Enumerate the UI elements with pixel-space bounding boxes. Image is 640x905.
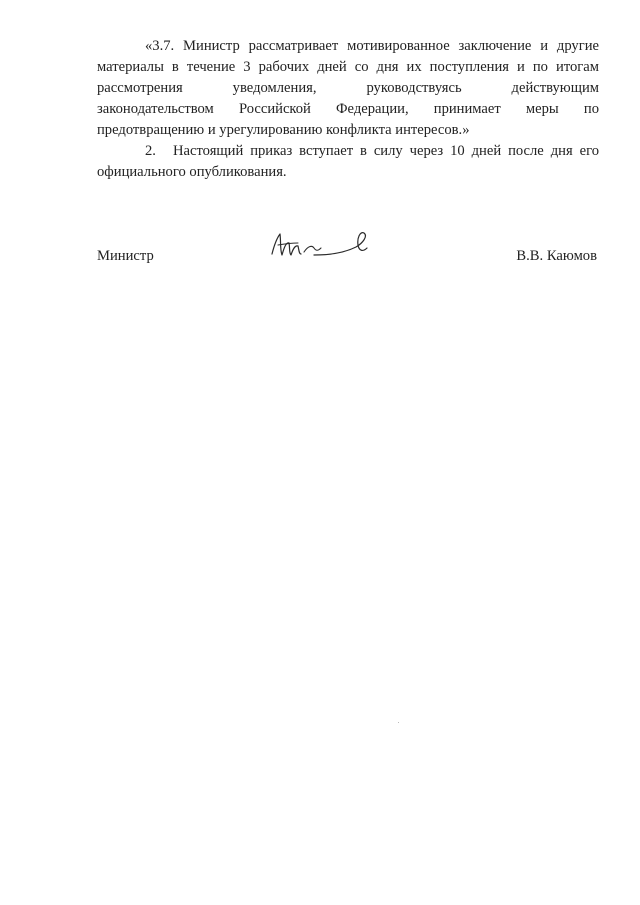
item-2 bbox=[97, 141, 599, 162]
paragraph-3-7-line-3: рассмотрения уведомления, руководствуясь действующим bbox=[97, 80, 599, 96]
signatory-title: Министр bbox=[97, 248, 154, 264]
item-2-line-1: Настоящий приказ вступает в силу через 10 дней после дня его bbox=[173, 143, 599, 159]
document-body bbox=[97, 36, 599, 183]
signatory-name: В.В. Каюмов bbox=[516, 248, 597, 264]
scan-speck bbox=[398, 722, 399, 723]
item-2-line-2: официального опубликования. bbox=[97, 164, 287, 180]
handwritten-signature-icon bbox=[268, 228, 378, 264]
paragraph-3-7-line-5: предотвращению и урегулированию конфликта интересов.» bbox=[97, 122, 470, 138]
item-2-number: 2. bbox=[145, 143, 156, 159]
paragraph-3-7-line-1: «3.7. Министр рассматривает мотивированное заключение и другие bbox=[145, 38, 599, 54]
paragraph-3-7-line-2: материалы в течение 3 рабочих дней со дня их поступления и по итогам bbox=[97, 59, 599, 75]
paragraph-3-7-line-4: законодательством Российской Федерации, принимает меры по bbox=[97, 101, 599, 117]
